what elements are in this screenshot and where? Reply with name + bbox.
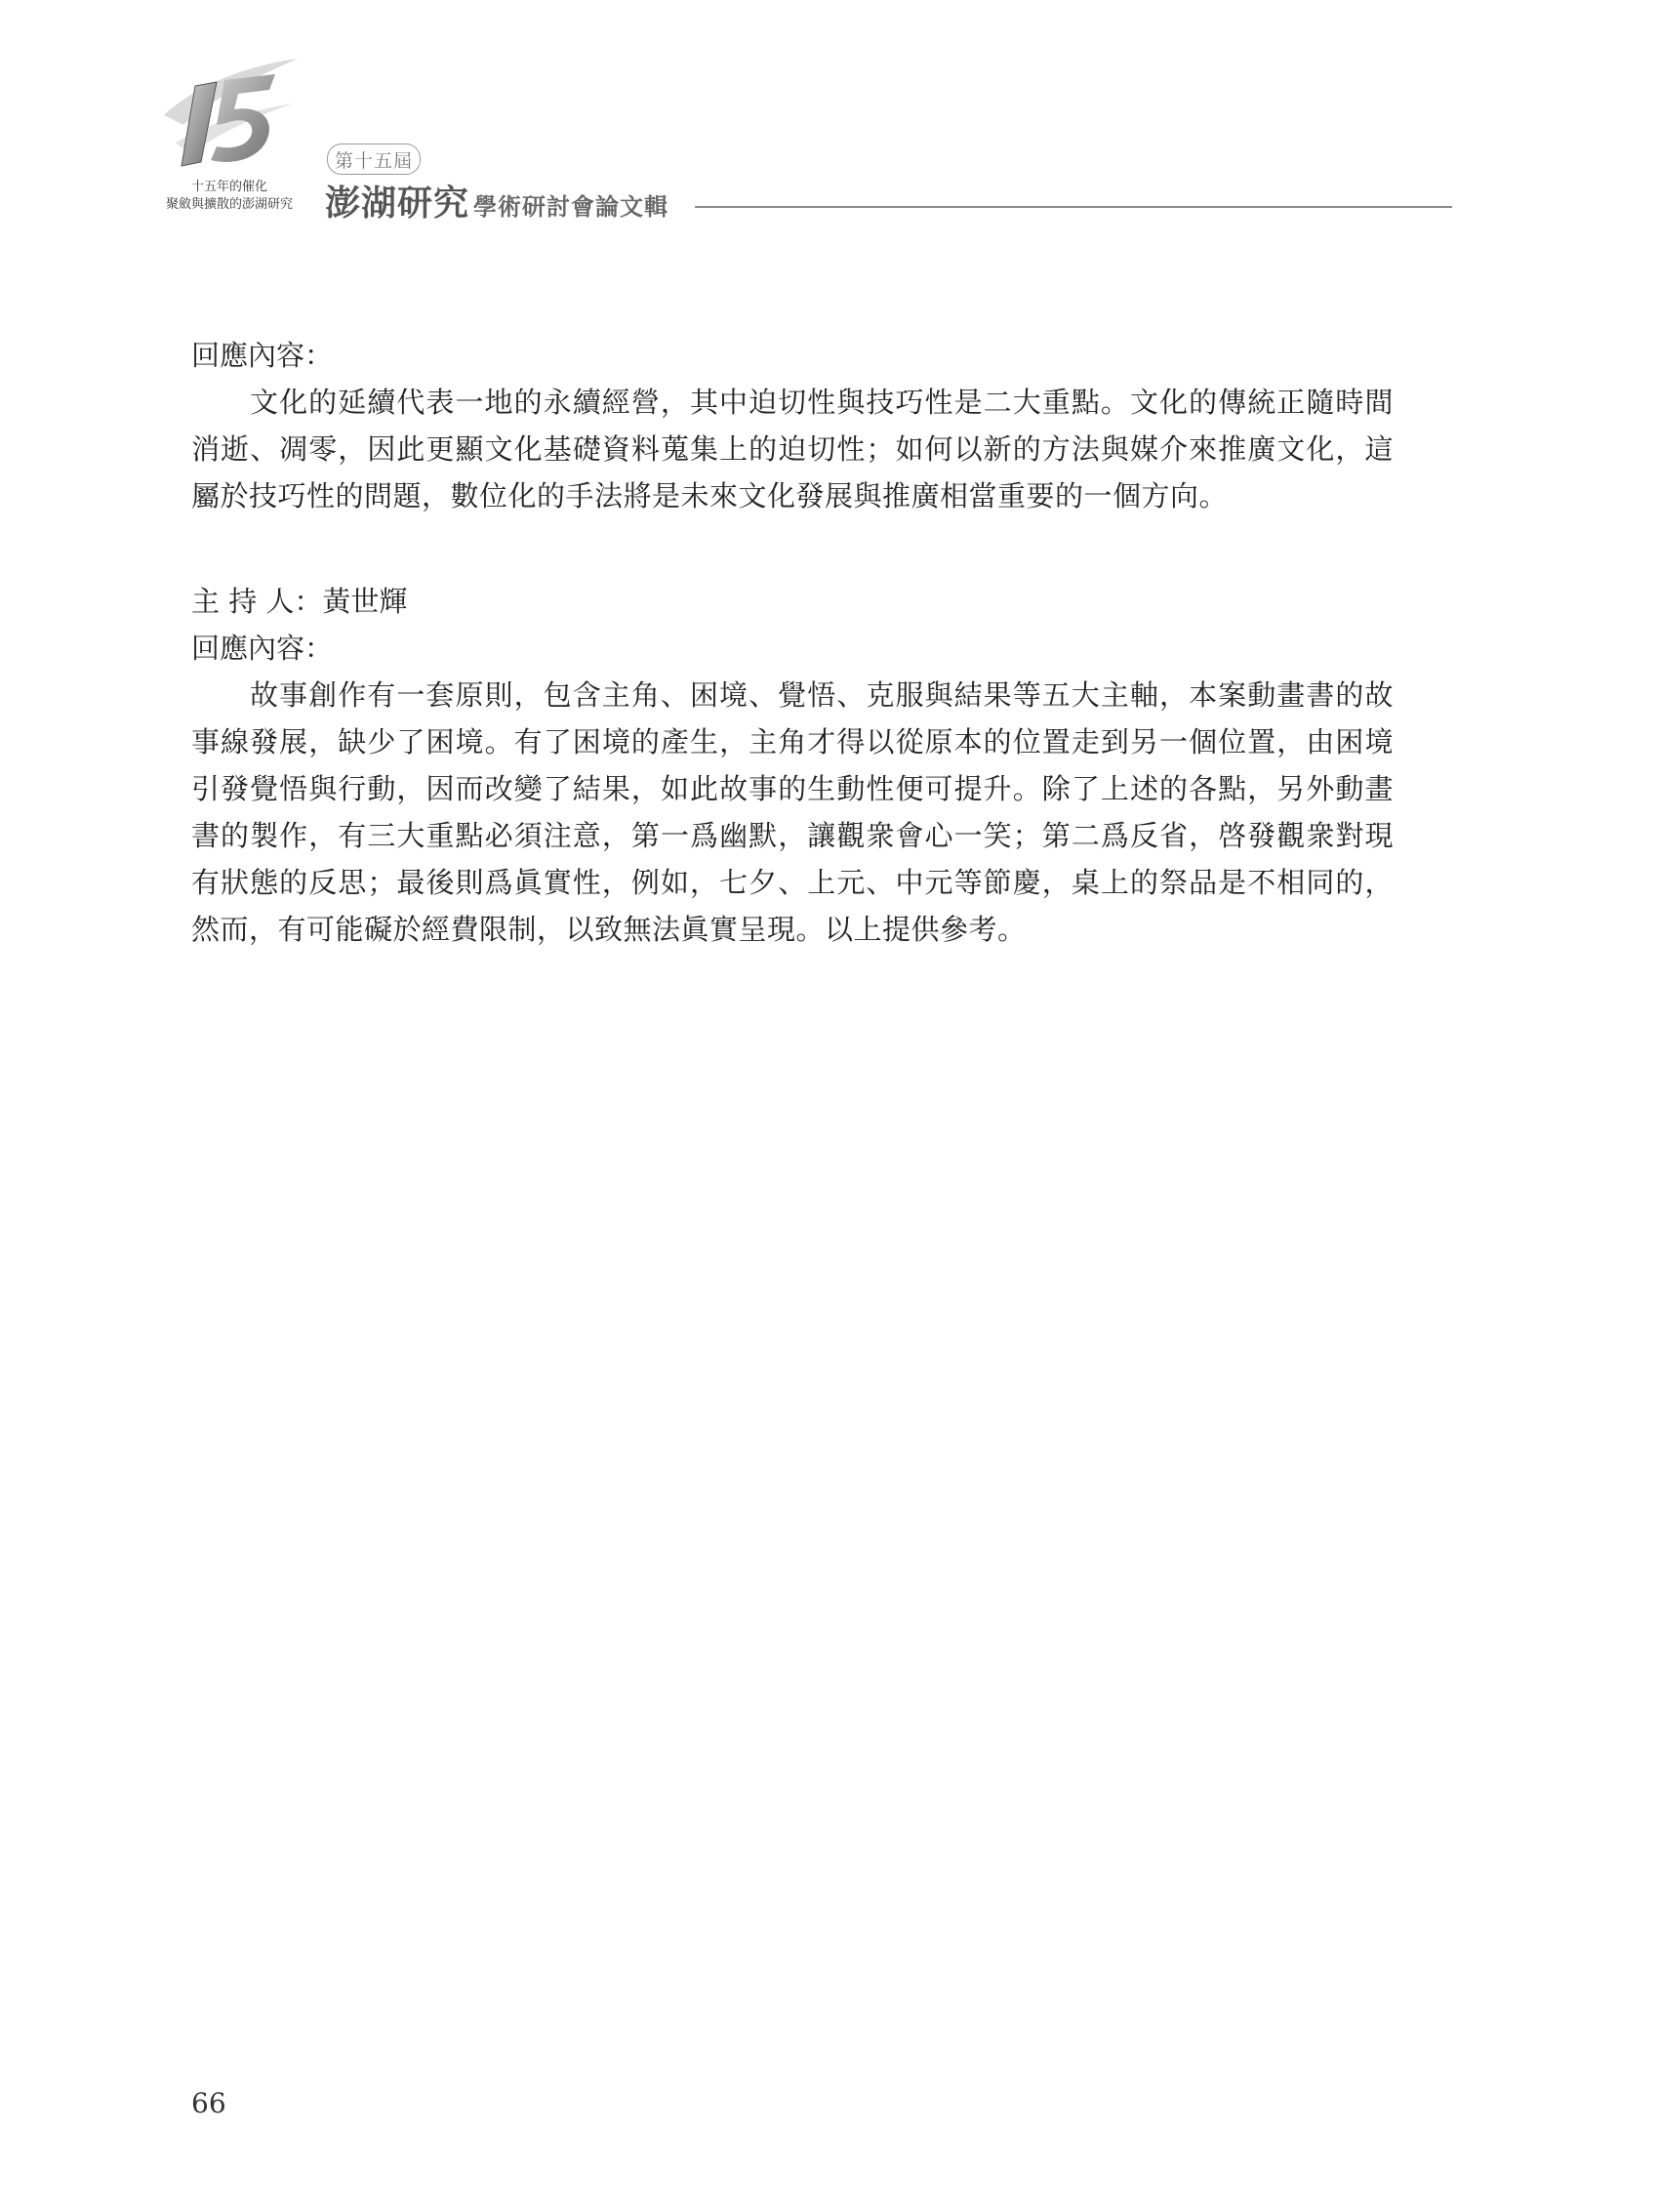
logo-tagline-line-1: 十五年的催化 <box>190 180 267 194</box>
moderator-line: 主 持 人：黃世輝 <box>191 585 408 618</box>
page-number: 66 <box>191 2087 226 2119</box>
edition-badge: 第十五屆 <box>327 143 421 175</box>
header-divider <box>695 206 1452 208</box>
series-main-title: 澎湖研究 <box>325 183 470 224</box>
response-label-1: 回應內容： <box>191 339 334 372</box>
document-body <box>191 332 1394 953</box>
page-header <box>0 0 1659 234</box>
series-subtitle: 學術研討會論文輯 <box>473 192 669 221</box>
logo-15-emblem <box>156 57 303 176</box>
logo-tagline-line-2: 聚斂與擴散的澎湖研究 <box>165 197 293 212</box>
response-paragraph-2: 故事創作有一套原則，包含主角、困境、覺悟、克服與結果等五大主軸，本案動畫書的故事線發展，缺少了困境。有了困境的產生，主角才得以從原本的位置走到另一個位置，由困境引發覺悟與行動，因而改變了結果，如此故事的生動性便可提升。除了上述的各點，另外動畫書的製作，有三大重點必須注意，第一爲幽默，讓觀衆會心一笑；第二爲反省，啓發觀衆對現有狀態的反思；最後則爲眞實性，例如，七夕、上元、中元等節慶，桌上的祭品是不相同的，然而，有可能礙於經費限制，以致無法眞實呈現。以上提供參考。 <box>191 678 1394 946</box>
response-label-2: 回應內容： <box>191 632 334 665</box>
anniversary-logo <box>156 57 303 223</box>
series-title <box>325 176 668 225</box>
response-paragraph-1: 文化的延續代表一地的永續經營，其中迫切性與技巧性是二大重點。文化的傳統正隨時間消逝、凋零，因此更顯文化基礎資料蒐集上的迫切性；如何以新的方法與媒介來推廣文化，這屬於技巧性的問題，數位化的手法將是未來文化發展與推廣相當重要的一個方向。 <box>191 386 1394 512</box>
section-gap <box>191 519 1394 578</box>
